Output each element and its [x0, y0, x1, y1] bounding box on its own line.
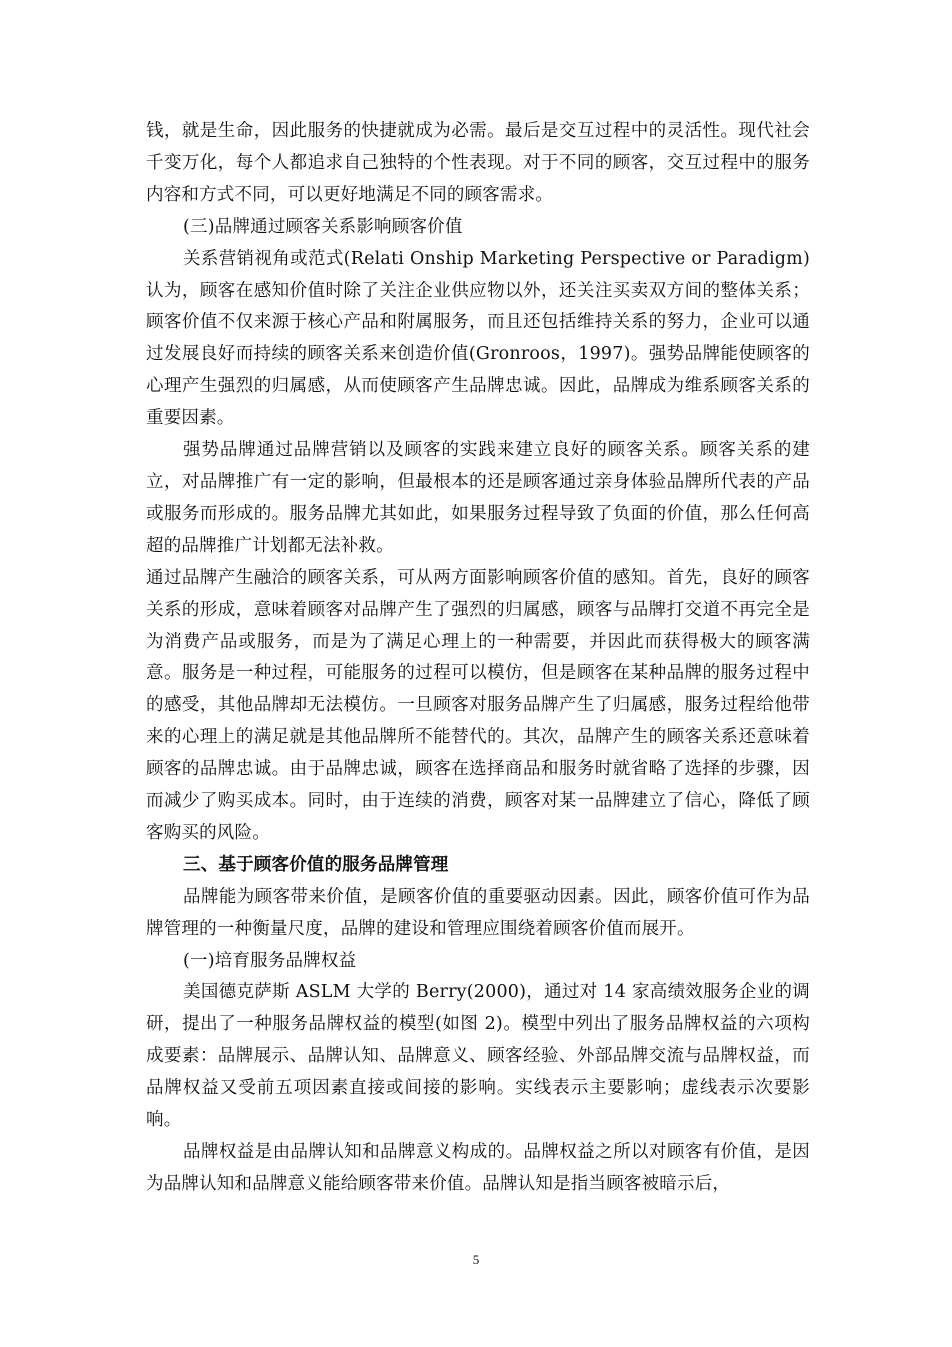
paragraph-brand-equity-definition: 品牌权益是由品牌认知和品牌意义构成的。品牌权益之所以对顾客有价值，是因为品牌认知和品牌意义能给顾客带来价值。品牌认知是指当顾客被暗示后， [146, 1142, 810, 1194]
paragraph-relationship-marketing: 关系营销视角或范式(Relati Onship Marketing Perspective or Paradigm)认为，顾客在感知价值时除了关注企业供应物以外，还关注买卖双方间的整体关系；顾客价值不仅来源于核心产品和附属服务，而且还包括维持关系的努力，企业可以通过发展良好而持续的顾客关系来创造价值(Gronroos，1997)。强势品牌能使顾客的心理产生强烈的归属感，从而使顾客产生品牌忠诚。因此，品牌成为维系顾客关系的重要因素。 [146, 248, 810, 429]
paragraph-customer-relationship: 通过品牌产生融洽的顾客关系，可从两方面影响顾客价值的感知。首先，良好的顾客关系的形成，意味着顾客对品牌产生了强烈的归属感，顾客与品牌打交道不再完全是为消费产品或服务，而是为了满足心理上的一种需要，并因此而获得极大的顾客满意。服务是一种过程，可能服务的过程可以模仿，但是顾客在某种品牌的服务过程中的感受，其他品牌却无法模仿。一旦顾客对服务品牌产生了归属感，服务过程给他带来的心理上的满足就是其他品牌所不能替代的。其次，品牌产生的顾客关系还意味着顾客的品牌忠诚。由于品牌忠诚，顾客在选择商品和服务时就省略了选择的步骤，因而减少了购买成本。同时，由于连续的消费，顾客对某一品牌建立了信心，降低了顾客购买的风险。 [146, 567, 810, 843]
paragraph-strong-brand: 强势品牌通过品牌营销以及顾客的实践来建立良好的顾客关系。顾客关系的建立，对品牌推广有一定的影响，但最根本的还是顾客通过亲身体验品牌所代表的产品或服务而形成的。服务品牌尤其如此，如果服务过程导致了负面的价值，那么任何高超的品牌推广计划都无法补救。 [146, 440, 810, 556]
subheading-brand-relationship: (三)品牌通过顾客关系影响顾客价值 [183, 216, 463, 237]
subheading-brand-equity: (一)培育服务品牌权益 [183, 950, 357, 971]
section-heading-brand-management: 三、基于顾客价值的服务品牌管理 [183, 854, 449, 875]
paragraph-berry-model: 美国德克萨斯 ASLM 大学的 Berry(2000)，通过对 14 家高绩效服务企业的调研，提出了一种服务品牌权益的模型(如图 2)。模型中列出了服务品牌权益的六项构成要素：品牌展示、品牌认知、品牌意义、顾客经验、外部品牌交流与品牌权益，而品牌权益又受前五项因素直接或间接的影响。实线表示主要影响；虚线表示次要影响。 [146, 982, 810, 1131]
paragraph-continuation: 钱，就是生命，因此服务的快捷就成为必需。最后是交互过程中的灵活性。现代社会千变万化，每个人都追求自己独特的个性表现。对于不同的顾客，交互过程中的服务内容和方式不同，可以更好地满足不同的顾客需求。 [146, 121, 810, 205]
page-number: 5 [472, 1252, 480, 1267]
paragraph-brand-value-driver: 品牌能为顾客带来价值，是顾客价值的重要驱动因素。因此，顾客价值可作为品牌管理的一种衡量尺度，品牌的建设和管理应围绕着顾客价值而展开。 [146, 886, 810, 939]
body-text [146, 116, 810, 1201]
